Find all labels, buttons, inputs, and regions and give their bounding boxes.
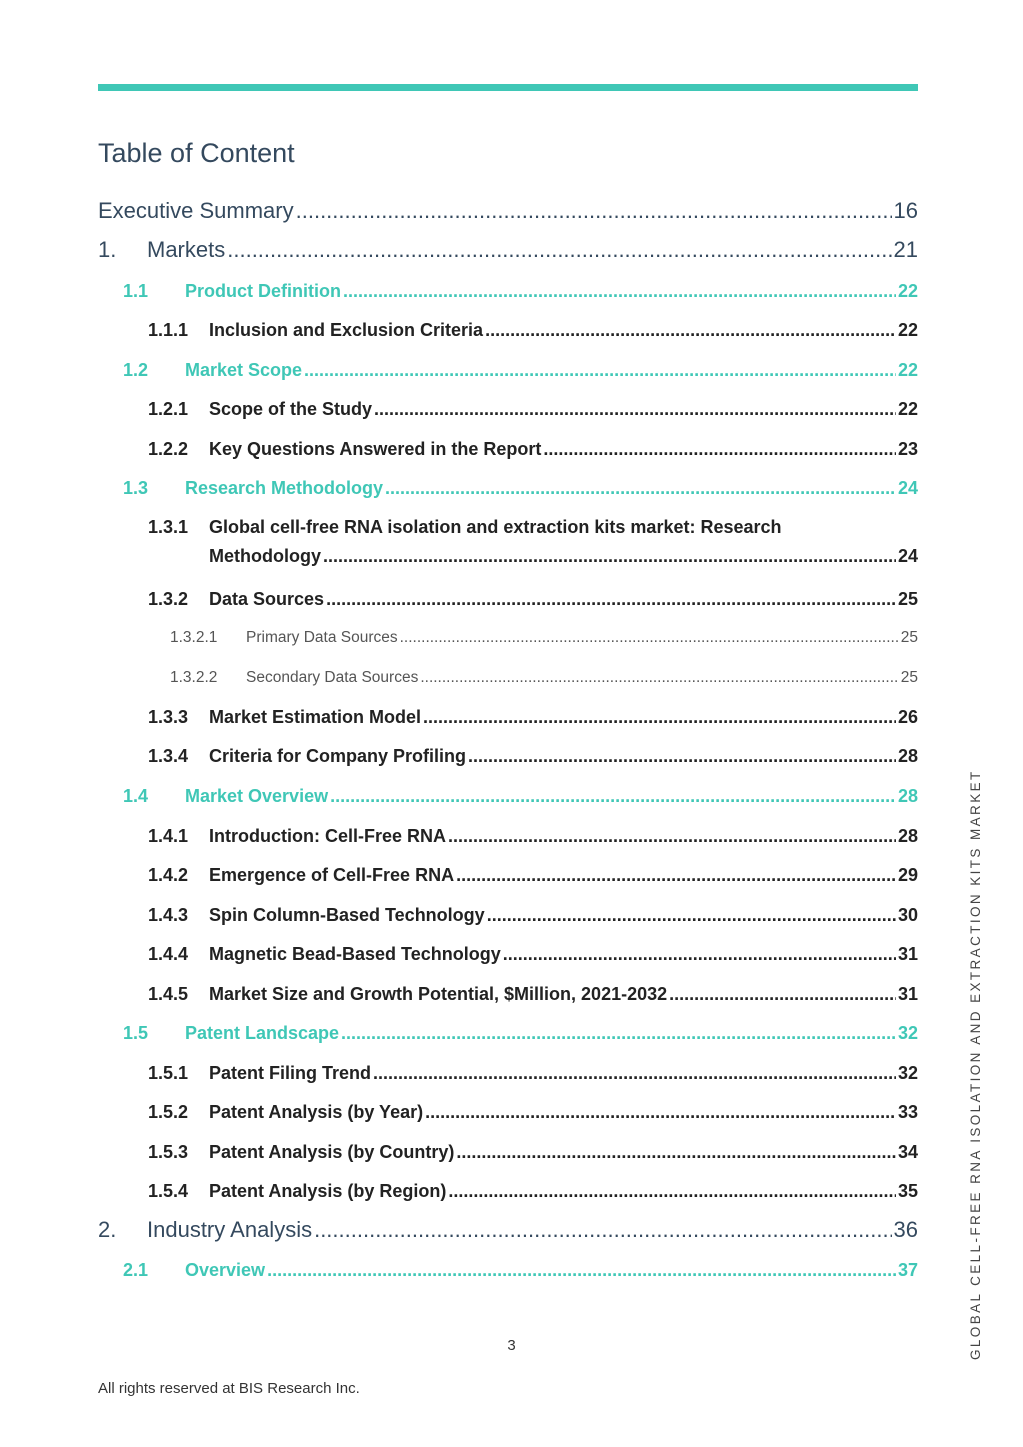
toc-entry-page: 30 <box>897 905 918 925</box>
side-report-title: GLOBAL CELL-FREE RNA ISOLATION AND EXTRACTION KITS MARKET <box>968 769 983 1360</box>
toc-entry-number: 1.4.2 <box>148 865 189 885</box>
toc-entry-patent-by-country[interactable] <box>148 1142 918 1163</box>
toc-leader-dots <box>468 746 896 767</box>
toc-leader-dots <box>485 320 896 341</box>
toc-entry-label-line2: Methodology <box>209 546 321 566</box>
toc-leader-dots <box>448 1181 896 1202</box>
toc-entry-page: 28 <box>897 826 918 846</box>
toc-entry-page: 24 <box>897 478 918 498</box>
toc-entry-number: 1.4.4 <box>148 944 189 964</box>
toc-entry-number: 1.3.2 <box>148 589 189 609</box>
toc-entry-patent-filing-trend[interactable] <box>148 1063 918 1084</box>
toc-entry-page: 22 <box>897 360 918 380</box>
footer-copyright: All rights reserved at BIS Research Inc. <box>98 1380 360 1397</box>
toc-entry-label: Market Size and Growth Potential, $Million, 2021-2032 <box>209 984 668 1004</box>
toc-entry-key-questions[interactable] <box>148 439 918 460</box>
toc-entry-label: Market Overview <box>185 786 329 806</box>
toc-entry-page: 22 <box>897 281 918 301</box>
toc-entry-global-methodology[interactable] <box>148 517 918 567</box>
toc-entry-number: 1.3 <box>123 478 149 498</box>
toc-entry-label: Patent Filing Trend <box>209 1063 372 1083</box>
toc-entry-label: Patent Analysis (by Year) <box>209 1102 424 1122</box>
toc-leader-dots <box>296 198 892 224</box>
toc-entry-introduction-cfrna[interactable] <box>148 826 918 847</box>
toc-entry-number: 1. <box>98 237 117 262</box>
toc-entry-patent-by-region[interactable] <box>148 1181 918 1202</box>
toc-entry-number: 1.2.2 <box>148 439 189 459</box>
toc-entry-label: Patent Analysis (by Region) <box>209 1181 447 1201</box>
toc-entry-industry-analysis[interactable] <box>98 1217 918 1243</box>
toc-leader-dots <box>267 1260 896 1281</box>
toc-entry-number: 2. <box>98 1217 117 1242</box>
toc-entry-page: 26 <box>897 707 918 727</box>
toc-entry-label: Research Methodology <box>185 478 384 498</box>
toc-entry-page: 25 <box>900 669 918 686</box>
toc-entry-number: 1.3.2.2 <box>170 669 218 686</box>
toc-leader-dots <box>669 984 896 1005</box>
toc-entry-markets[interactable] <box>98 237 918 263</box>
toc-leader-dots <box>385 478 896 499</box>
toc-entry-label: Markets <box>147 237 226 262</box>
toc-entry-number: 1.4.3 <box>148 905 189 925</box>
toc-entry-market-overview[interactable] <box>123 786 918 807</box>
toc-leader-dots <box>456 865 896 886</box>
toc-entry-primary-data-sources[interactable] <box>170 629 918 647</box>
toc-entry-number: 1.3.1 <box>148 517 189 537</box>
toc-entry-page: 25 <box>897 589 918 609</box>
toc-leader-dots <box>341 1023 896 1044</box>
toc-entry-page: 33 <box>897 1102 918 1122</box>
toc-entry-number: 1.4.1 <box>148 826 189 846</box>
toc-entry-page: 32 <box>897 1023 918 1043</box>
toc-entry-market-scope[interactable] <box>123 360 918 381</box>
toc-entry-label-line1: Global cell-free RNA isolation and extraction kits market: Research <box>209 517 782 537</box>
toc-entry-research-methodology[interactable] <box>123 478 918 499</box>
toc-entry-label: Primary Data Sources <box>246 629 398 646</box>
toc-entry-emergence-cfrna[interactable] <box>148 865 918 886</box>
toc-entry-number: 1.5.3 <box>148 1142 189 1162</box>
toc-entry-page: 32 <box>897 1063 918 1083</box>
toc-entry-label: Industry Analysis <box>147 1217 313 1242</box>
toc-entry-label: Criteria for Company Profiling <box>209 746 467 766</box>
toc-entry-data-sources[interactable] <box>148 589 918 610</box>
toc-entry-label: Key Questions Answered in the Report <box>209 439 542 459</box>
toc-entry-patent-by-year[interactable] <box>148 1102 918 1123</box>
toc-entry-label: Secondary Data Sources <box>246 669 419 686</box>
toc-entry-market-estimation-model[interactable] <box>148 707 918 728</box>
toc-entry-patent-landscape[interactable] <box>123 1023 918 1044</box>
toc-entry-page: 31 <box>897 944 918 964</box>
toc-entry-number: 1.3.2.1 <box>170 629 218 646</box>
toc-entry-number: 1.3.4 <box>148 746 189 766</box>
toc-leader-dots <box>227 237 891 263</box>
toc-entry-label: Introduction: Cell-Free RNA <box>209 826 446 846</box>
toc-entry-label: Scope of the Study <box>209 399 373 419</box>
toc-entry-label: Emergence of Cell-Free RNA <box>209 865 455 885</box>
toc-entry-label: Market Scope <box>185 360 303 380</box>
toc-entry-executive-summary[interactable] <box>98 198 918 224</box>
toc-entry-magnetic-bead[interactable] <box>148 944 918 965</box>
toc-entry-number: 1.5.1 <box>148 1063 189 1083</box>
toc-leader-dots <box>423 707 896 728</box>
toc-entry-page: 36 <box>893 1217 918 1242</box>
toc-entry-number: 1.4.5 <box>148 984 189 1004</box>
toc-entry-label: Spin Column-Based Technology <box>209 905 485 925</box>
toc-entry-page: 22 <box>897 399 918 419</box>
toc-entry-page: 22 <box>897 320 918 340</box>
toc-entry-page: 24 <box>897 546 918 566</box>
toc-entry-page: 31 <box>897 984 918 1004</box>
toc-entry-number: 1.1 <box>123 281 149 301</box>
toc-leader-dots <box>425 1102 896 1123</box>
toc-entry-label: Patent Landscape <box>185 1023 340 1043</box>
toc-entry-label: Executive Summary <box>98 198 294 223</box>
toc-entry-product-definition[interactable] <box>123 281 918 302</box>
toc-entry-page: 28 <box>897 746 918 766</box>
toc-leader-dots <box>456 1142 896 1163</box>
toc-leader-dots <box>323 546 896 567</box>
toc-entry-number: 1.3.3 <box>148 707 189 727</box>
toc-entry-page: 23 <box>897 439 918 459</box>
toc-entry-label: Inclusion and Exclusion Criteria <box>209 320 484 340</box>
toc-entry-number: 1.5 <box>123 1023 149 1043</box>
toc-entry-page: 16 <box>893 198 918 223</box>
top-accent-bar <box>98 84 918 91</box>
toc-leader-dots <box>420 669 898 687</box>
toc-leader-dots <box>503 944 896 965</box>
toc-entry-number: 1.5.2 <box>148 1102 189 1122</box>
toc-entry-label: Market Estimation Model <box>209 707 422 727</box>
toc-entry-page: 28 <box>897 786 918 806</box>
toc-entry-page: 35 <box>897 1181 918 1201</box>
page-title: Table of Content <box>98 138 295 168</box>
toc-leader-dots <box>330 786 896 807</box>
toc-leader-dots <box>304 360 896 381</box>
toc-entry-page: 34 <box>897 1142 918 1162</box>
toc-entry-scope-of-study[interactable] <box>148 399 918 420</box>
toc-entry-label: Data Sources <box>209 589 325 609</box>
toc-leader-dots <box>326 589 896 610</box>
toc-leader-dots <box>400 629 899 647</box>
toc-entry-inclusion-exclusion[interactable] <box>148 320 918 341</box>
page-number: 3 <box>507 1337 516 1354</box>
toc-entry-number: 2.1 <box>123 1260 149 1280</box>
toc-entry-market-size[interactable] <box>148 984 918 1005</box>
toc-entry-label: Magnetic Bead-Based Technology <box>209 944 501 964</box>
toc-entry-number: 1.4 <box>123 786 149 806</box>
toc-entry-spin-column[interactable] <box>148 905 918 926</box>
toc-entry-number: 1.5.4 <box>148 1181 189 1201</box>
toc-entry-label: Product Definition <box>185 281 341 301</box>
toc-leader-dots <box>448 826 896 847</box>
toc-entry-overview[interactable] <box>123 1260 918 1281</box>
toc-leader-dots <box>314 1217 891 1243</box>
toc-leader-dots <box>487 905 896 926</box>
toc-entry-number: 1.1.1 <box>148 320 189 340</box>
toc-entry-page: 29 <box>897 865 918 885</box>
toc-entry-label: Patent Analysis (by Country) <box>209 1142 455 1162</box>
toc-entry-number: 1.2 <box>123 360 149 380</box>
toc-leader-dots <box>374 399 896 420</box>
toc-entry-number: 1.2.1 <box>148 399 189 419</box>
toc-entry-label: Overview <box>185 1260 266 1280</box>
toc-entry-page: 21 <box>893 237 918 262</box>
toc-entry-secondary-data-sources[interactable] <box>170 669 918 687</box>
toc-entry-page: 37 <box>897 1260 918 1280</box>
toc-leader-dots <box>373 1063 896 1084</box>
toc-leader-dots <box>543 439 896 460</box>
toc-entry-page: 25 <box>900 629 918 646</box>
toc-entry-company-profiling[interactable] <box>148 746 918 767</box>
toc-leader-dots <box>343 281 896 302</box>
